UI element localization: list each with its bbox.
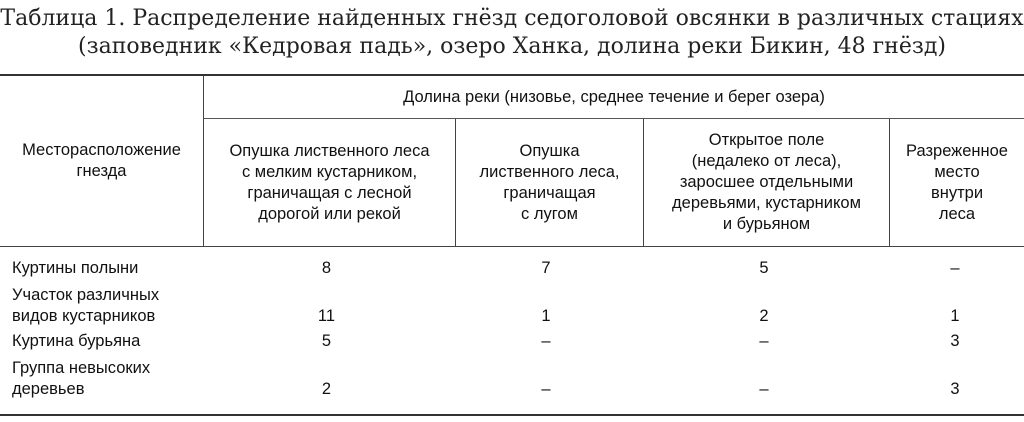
bottom-rule bbox=[0, 414, 1024, 416]
row-label: Куртина бурьяна bbox=[12, 332, 141, 350]
cell-value: 2 bbox=[759, 307, 769, 325]
column-header: Разреженное место внутри леса bbox=[906, 141, 1008, 223]
column-header: Опушка лиственного леса с мелким кустарником, граничащая с лесной дорогой или рекой bbox=[229, 141, 430, 223]
cell-value: 5 bbox=[321, 332, 332, 350]
cell-value: 5 bbox=[759, 259, 769, 277]
column-header: Открытое поле (недалеко от леса), заросшее отдельными деревьями, кустарником и бурьяном bbox=[672, 131, 861, 233]
cell-value: 3 bbox=[950, 380, 960, 398]
row-label-header: Месторасположение гнезда bbox=[22, 141, 181, 180]
cell-value: 2 bbox=[321, 380, 332, 398]
table-title-line-2: (заповедник «Кедровая падь», озеро Ханка, долина реки Бикин, 48 гнёзд) bbox=[78, 34, 946, 59]
row-label: Участок различных видов кустарников bbox=[12, 286, 160, 325]
cell-value: – bbox=[950, 259, 960, 277]
cell-value: 1 bbox=[950, 307, 960, 325]
cell-value: – bbox=[759, 380, 769, 398]
cell-value: 1 bbox=[541, 307, 551, 325]
column-header: Опушка лиственного леса, граничащая с лугом bbox=[479, 141, 620, 223]
cell-value: – bbox=[541, 380, 551, 398]
group-header: Долина реки (низовье, среднее течение и берег озера) bbox=[403, 87, 825, 106]
cell-value: – bbox=[541, 332, 551, 350]
header-bottom-rule bbox=[0, 246, 1024, 247]
row-label: Группа невысоких деревьев bbox=[12, 359, 151, 398]
cell-value: 8 bbox=[321, 259, 332, 277]
cell-value: 11 bbox=[317, 307, 336, 325]
row-label: Куртины полыни bbox=[12, 259, 139, 277]
cell-value: 3 bbox=[950, 332, 960, 350]
table-title-line-1: Таблица 1. Распределение найденных гнёзд седоголовой овсянки в различных стациях bbox=[0, 6, 1024, 31]
cell-value: – bbox=[759, 332, 769, 350]
cell-value: 7 bbox=[541, 259, 551, 277]
